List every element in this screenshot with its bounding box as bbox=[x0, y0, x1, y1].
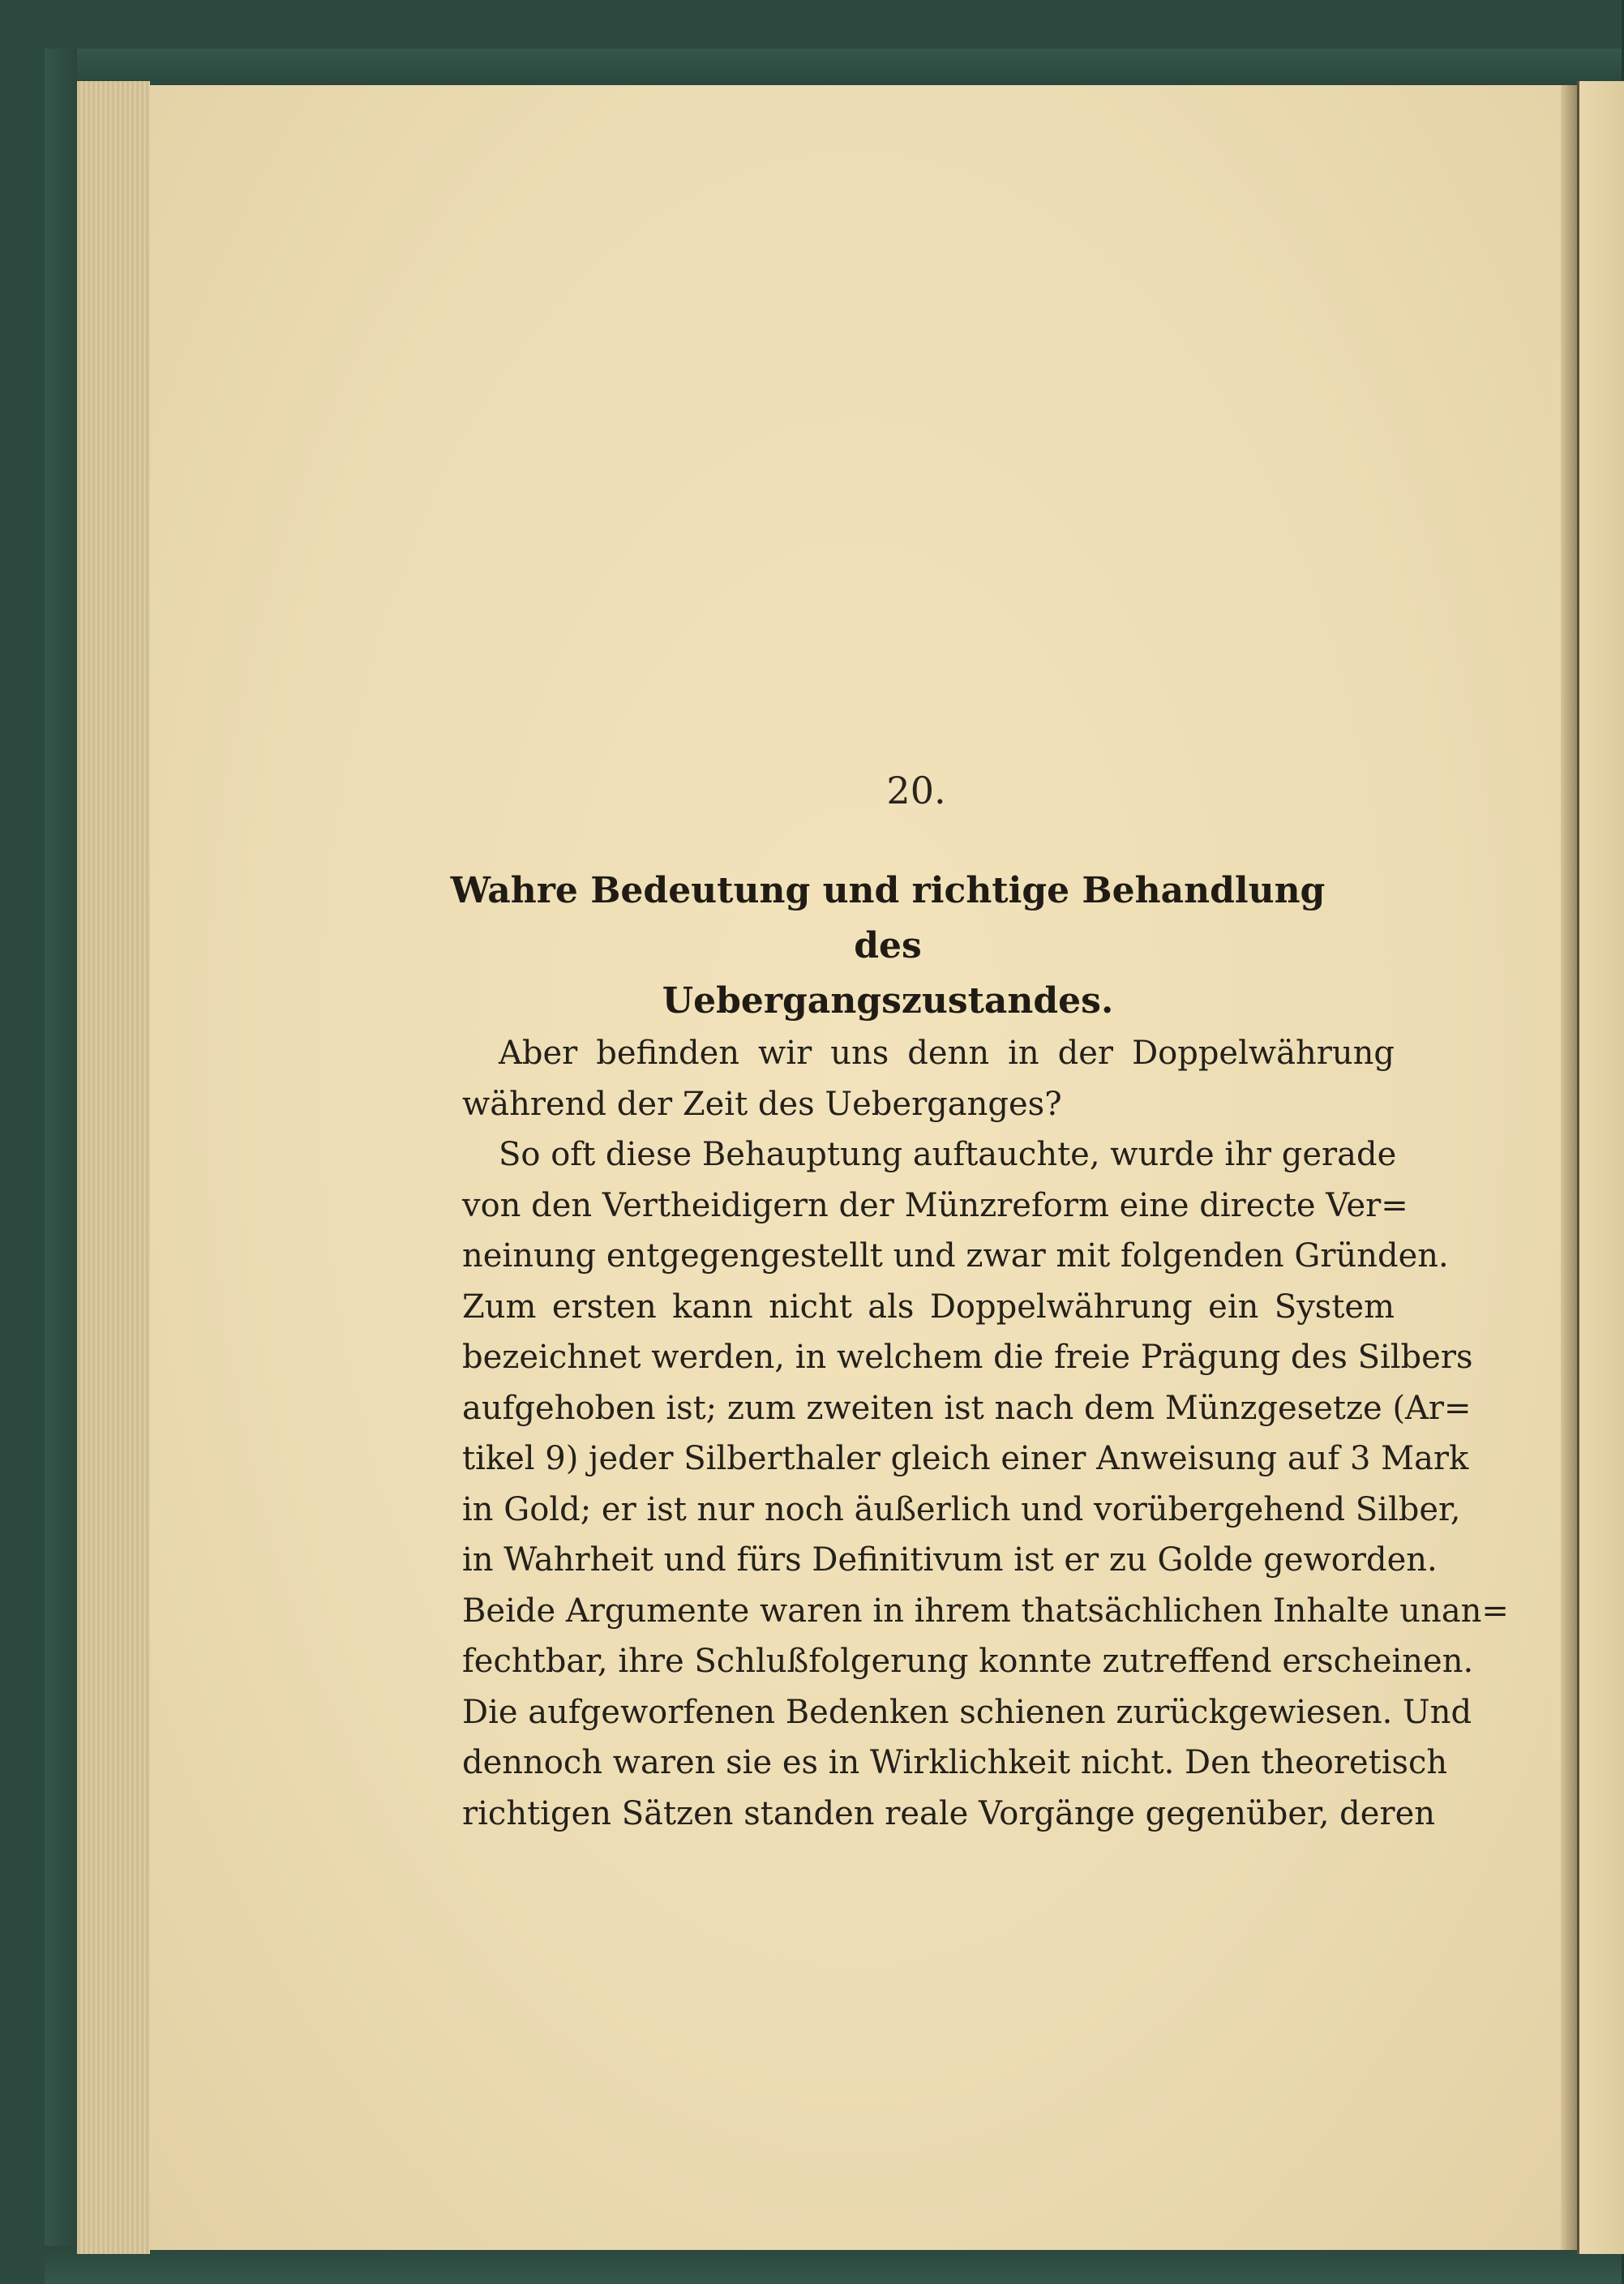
page-edges bbox=[77, 81, 150, 2254]
chapter-title-line: Uebergangszustandes. bbox=[662, 980, 1114, 1022]
chapter-title bbox=[450, 863, 1326, 1029]
book-cover-bottom bbox=[45, 2246, 1622, 2284]
text-line: während der Zeit des Ueberganges? bbox=[462, 1085, 1062, 1123]
facing-page-edge bbox=[1577, 81, 1624, 2254]
text-line: Aber befinden wir uns denn in der Doppelwährung bbox=[499, 1035, 1395, 1072]
text-line: in Wahrheit und fürs Definitivum ist er zu Golde geworden. bbox=[462, 1541, 1438, 1579]
text-line: Beide Argumente waren in ihrem thatsächlichen Inhalte unan= bbox=[462, 1592, 1509, 1630]
text-line: von den Vertheidigern der Münzreform eine directe Ver= bbox=[462, 1186, 1408, 1224]
text-line: in Gold; er ist nur noch äußerlich und vorübergehend Silber, bbox=[462, 1490, 1461, 1528]
text-line: aufgehoben ist; zum zweiten ist nach dem Münzgesetze (Ar= bbox=[462, 1389, 1472, 1427]
book-cover-top bbox=[45, 49, 1622, 85]
text-line: Zum ersten kann nicht als Doppelwährung ein System bbox=[462, 1288, 1395, 1326]
text-line: neinung entgegengestellt und zwar mit folgenden Gründen. bbox=[462, 1237, 1449, 1275]
chapter-title-line: Wahre Bedeutung und richtige Behandlung des bbox=[450, 870, 1326, 966]
gutter bbox=[1561, 85, 1577, 2250]
text-line: bezeichnet werden, in welchem die freie Prägung des Silbers bbox=[462, 1339, 1473, 1376]
book-cover-left bbox=[45, 49, 77, 2284]
text-line: fechtbar, ihre Schlußfolgerung konnte zutreffend erscheinen. bbox=[462, 1643, 1474, 1680]
text-line: Die aufgeworfenen Bedenken schienen zurückgewiesen. Und bbox=[462, 1693, 1472, 1731]
body-text bbox=[462, 1028, 1509, 1839]
text-line: So oft diese Behauptung auftauchte, wurde ihr gerade bbox=[499, 1136, 1397, 1173]
text-line: tikel 9) jeder Silberthaler gleich einer Anweisung auf 3 Mark bbox=[462, 1440, 1469, 1477]
text-line: dennoch waren sie es in Wirklichkeit nicht. Den theoretisch bbox=[462, 1744, 1448, 1781]
chapter-number: 20. bbox=[886, 769, 946, 812]
text-line: richtigen Sätzen standen reale Vorgänge gegenüber, deren bbox=[462, 1794, 1435, 1832]
